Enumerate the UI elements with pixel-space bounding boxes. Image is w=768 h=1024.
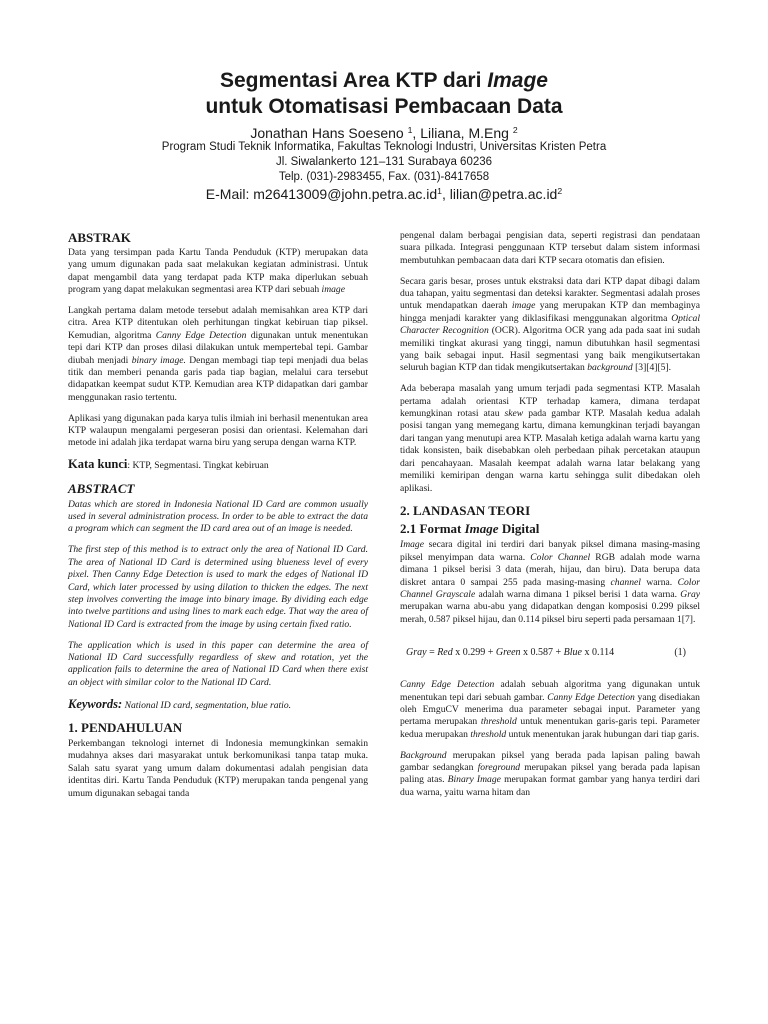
equation-formula: Gray = Red x 0.299 + Green x 0.587 + Blue x 0.114: [406, 647, 615, 659]
right-column: [400, 230, 700, 808]
abstrak-paragraph-1: Data yang tersimpan pada Kartu Tanda Penduduk (KTP) merupakan data yang umum digunakan pada saat melakukan kegiatan administrasi. Untuk dapat mengambil data yang terdapat pada KTP maka diperlukan sebuah program yang dapat melakukan segmentasi area KTP dari sebuah image: [68, 247, 368, 296]
abstract-paragraph-3: The application which is used in this paper can determine the area of National ID Card successfully regardless of skew and rotation, yet the application fails to determine the area of National ID Card when there exist an object with similar color to the National ID Card.: [68, 639, 368, 688]
left-column: [68, 228, 368, 808]
section-heading-landasan-teori: 2. LANDASAN TEORI: [400, 503, 531, 519]
abstract-paragraph-1: Datas which are stored in Indonesia National ID Card are common usually used in several administration process. In order to be able to extract the data a program which can segment the ID card area out of an image is needed.: [68, 498, 368, 535]
abstrak-paragraph-3: Aplikasi yang digunakan pada karya tulis ilmiah ini berhasil menentukan area KTP walaupun mengalami pergeseran posisi dan orientasi. Kelemahan dari metode ini adalah jika terdapat warna biru yang serupa dengan warna KTP.: [68, 412, 368, 449]
equation-1: [400, 646, 700, 659]
abstrak-paragraph-2: Langkah pertama dalam metode tersebut adalah memisahkan area KTP dari citra. Area KTP ditentukan oleh perhitungan tingkat kebiruan tiap piksel. Kemudian, algoritma Canny Edge Detection digunakan untuk menentukan tepi dari KTP dan proses dilasi dilakukan untuk mempertebal tepi. Gambar diubah menjadi binary image. Dengan membagi tiap tepi menjadi dua belas titik dan memberi penanda garis pada tiap bagian, melalui cara tersebut didapatkan keempat sudut KTP. Kemudian area KTP didapatkan dari gambar menggunakan rasio tertentu.: [68, 305, 369, 403]
affiliation-program: Program Studi Teknik Informatika, Fakultas Teknologi Industri, Universitas Kristen Petra: [161, 141, 607, 153]
pendahuluan-paragraph-1: Perkembangan teknologi internet di Indonesia memungkinkan semakin mudahnya akses dari masyarakat untuk berkomunikasi tanpa tatap muka. Salah satu syarat yang umum dalam dokumentasi adalah pengisian data identitas diri. Kartu Tanda Penduduk (KTP) merupakan tanda pengenal yang umum digunakan sebagai tanda: [68, 737, 368, 799]
section-heading-pendahuluan: 1. PENDAHULUAN: [68, 719, 183, 735]
pendahuluan-paragraph-4: Ada beberapa masalah yang umum terjadi pada segmentasi KTP. Masalah pertama adalah orientasi KTP terhadap kamera, dimana terdapat kemungkinan rotasi atau skew pada gambar KTP. Masalah kedua adalah posisi tangan yang memegang kartu, dimana kemungkinan terjadi bayangan dari tangan yang menutupi area KTP. Masalah ketiga adalah warna kartu yang tidak konsisten, baik disebabkan oleh perbedaan pihak percetakan ataupun dari pencahayaan. Masalah keempat adalah warna latar belakang yang memiliki kemiripan dengan warna kartu sehingga sulit dibedakan oleh aplikasi.: [400, 383, 700, 494]
landasan-paragraph-2: Canny Edge Detection adalah sebuah algoritma yang digunakan untuk menentukan tepi dari sebuah gambar. Canny Edge Detection yang disediakan oleh EmguCV menerima dua parameter sebagai input. Parameter yang pertama merupakan threshold untuk menentukan garis-garis tepi. Parameter kedua merupakan threshold untuk menentukan jarak hubungan dari tiap garis.: [400, 679, 700, 740]
authors: Jonathan Hans Soeseno $^1$, Liliana, M.Eng $^2$: [250, 125, 518, 141]
affiliation-phone: Telp. (031)-2983455, Fax. (031)-8417658: [278, 171, 490, 183]
abstrak-heading: ABSTRAK: [68, 230, 131, 245]
landasan-paragraph-3: Background merupakan piksel yang berada pada lapisan paling bawah gambar sedangkan foreground merupakan piksel yang berada pada lapisan paling atas. Binary Image merupakan format gambar yang hanya terdiri dari dua warna, yaitu warna hitam dan: [400, 749, 700, 798]
subsection-heading-format-image: 2.1 Format Image Digital: [400, 521, 540, 537]
author-emails: E-Mail: $m26413009@john.petra.ac.id^1$, $lilian@petra.ac.id^2$: [205, 186, 563, 202]
affiliation-address: Jl. Siwalankerto 121–131 Surabaya 60236: [275, 156, 493, 168]
abstract-body: [68, 499, 368, 689]
pendahuluan-paragraph-3: Secara garis besar, proses untuk ekstraksi data dari KTP dapat dibagi dalam dua tahapan, yaitu segmentasi dan deteksi karakter. Segmentasi adalah proses untuk mendapatkan daerah image yang merupakan KTP dan membaginya hingga menjadi karakter yang diklasifikasi menggunakan algoritma Optical Character Recognition (OCR). Algoritma OCR yang ada pada saat ini sudah memiliki tingkat akurasi yang tinggi, namun dibutuhkan hasil segmentasi yang baik sebagai input. Hasil segmentasi yang baik mengikutsertakan seluruh bagian KTP dan tidak mengikutsertakan background [3][4][5].: [400, 275, 700, 374]
kata-kunci: Kata kunci: KTP, Segmentasi. Tingkat kebiruan: [68, 457, 269, 472]
keywords: Keywords: National ID card, segmentation, blue ratio.: [68, 696, 292, 711]
landasan-paragraph-1: Image secara digital ini terdiri dari banyak piksel dimana masing-masing piksel menyimpan data warna. Color Channel RGB adalah mode warna dimana 1 piksel berisi 3 data (merah, hijau, dan biru). Data berupa data diskret antara 0 sampai 255 pada masing-masing channel warna. Color Channel Grayscale adalah warna dimana 1 piksel berisi 1 data warna. Gray merupakan warna abu-abu yang didapatkan dengan komposisi 0.299 piksel merah, 0.587 piksel hijau, dan 0.114 piksel biru seperti pada persamaan 1[7].: [400, 539, 700, 625]
paper-title-line1: Segmentasi Area KTP dari Image: [220, 69, 548, 92]
pendahuluan-paragraph-2: pengenal dalam berbagai pengisian data, seperti registrasi dan pendataan suara pilkada. Integrasi penggunaan KTP tersebut dalam sistem informasi membutuhkan pembacaan data dari KTP secara otomatis dan efisien.: [400, 230, 700, 266]
paper-title-line2: untuk Otomatisasi Pembacaan Data: [205, 95, 563, 118]
abstract-paragraph-2: The first step of this method is to extract only the area of National ID Card. The area of National ID Card is determined using blueness level of every pixel. Then Canny Edge Detection is used to mark the edges of National ID Card, which later processed by using dilation to thicken the edges. The next step involves converting the image into binary image. By dividing each edge into twelve partitions and using lines to mark each edge. That way the area of National ID Card is extracted from the image by using certain fixed ratio.: [68, 544, 368, 630]
equation-number: (1): [674, 647, 686, 659]
abstract-heading: ABSTRACT: [68, 480, 135, 496]
